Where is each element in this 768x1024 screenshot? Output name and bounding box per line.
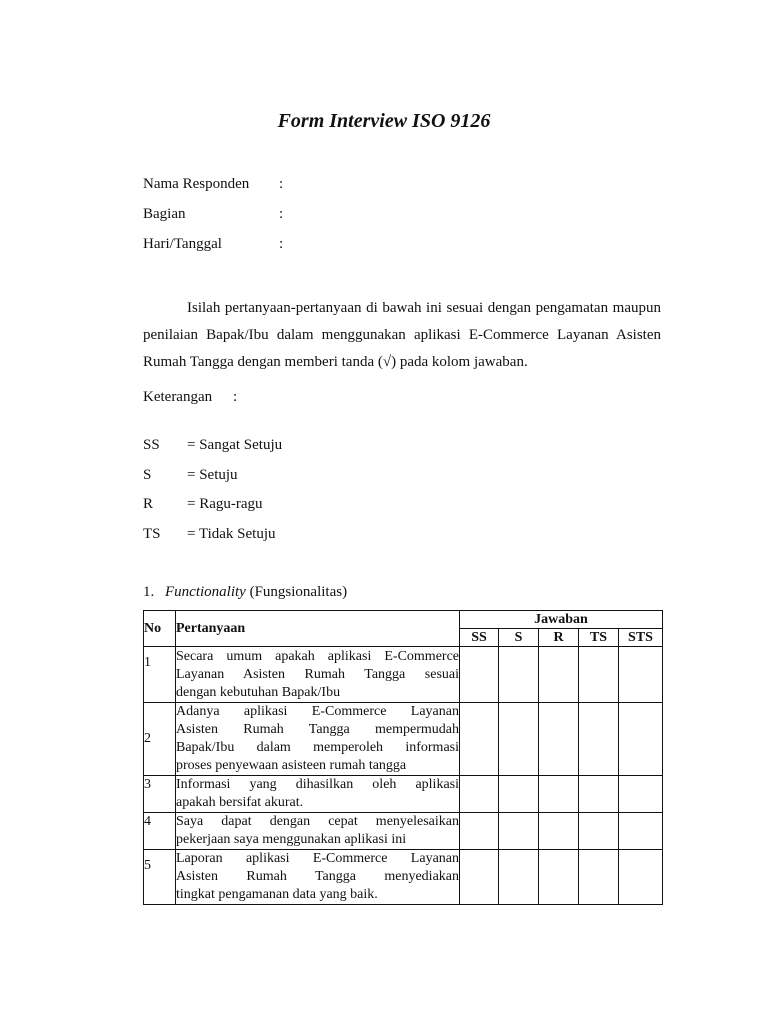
instruction-line: Rumah Tangga dengan memberi tanda (√) pada kolom jawaban.: [143, 354, 528, 370]
answer-cell-s[interactable]: [499, 813, 539, 850]
section-heading: [143, 584, 347, 601]
field-label: Nama Responden: [143, 176, 250, 192]
section-number: 1.: [143, 584, 155, 600]
field-separator: :: [279, 206, 284, 222]
answer-cell-ss[interactable]: [460, 813, 499, 850]
header-jawaban: Jawaban: [460, 611, 663, 629]
header-r: R: [539, 629, 579, 647]
field-bagian: [143, 206, 283, 223]
answer-cell-s[interactable]: [499, 776, 539, 813]
question-line: proses penyewaan asisteen rumah tangga: [176, 758, 407, 773]
question-line: Bapak/Ibu dalam memperoleh informasi: [176, 740, 459, 755]
answer-cell-ss[interactable]: [460, 647, 499, 703]
answer-cell-r[interactable]: [539, 647, 579, 703]
answer-cell-ss[interactable]: [460, 776, 499, 813]
legend-code: TS: [143, 526, 161, 542]
question-line: Laporan aplikasi E-Commerce Layanan: [176, 851, 459, 866]
question-line: Saya dapat dengan cepat menyelesaikan: [176, 814, 459, 829]
field-label: Hari/Tanggal: [143, 236, 222, 252]
question-line: dengan kebutuhan Bapak/Ibu: [176, 684, 341, 700]
keterangan-label: Keterangan: [143, 389, 213, 405]
instruction-line: penilaian Bapak/Ibu dalam menggunakan aplikasi E-Commerce Layanan Asisten: [143, 327, 661, 343]
answer-cell-r[interactable]: [539, 703, 579, 776]
answer-cell-sts[interactable]: [619, 850, 663, 905]
field-nama-responden: [143, 176, 283, 193]
answer-cell-sts[interactable]: [619, 703, 663, 776]
table-row: [144, 647, 663, 703]
header-sts: STS: [619, 629, 663, 647]
answer-cell-s[interactable]: [499, 647, 539, 703]
answer-cell-ts[interactable]: [579, 647, 619, 703]
row-number: 5: [144, 850, 176, 905]
table-row: [144, 850, 663, 905]
table-row: [144, 776, 663, 813]
answer-cell-ts[interactable]: [579, 850, 619, 905]
legend-item: [143, 496, 263, 513]
answer-cell-r[interactable]: [539, 776, 579, 813]
section-title: Functionality: [165, 584, 246, 600]
answer-cell-ts[interactable]: [579, 776, 619, 813]
answer-cell-sts[interactable]: [619, 647, 663, 703]
field-separator: :: [279, 176, 284, 192]
keterangan-heading: [143, 389, 237, 406]
legend-desc: = Tidak Setuju: [187, 526, 276, 542]
section-subtitle: (Fungsionalitas): [249, 584, 348, 600]
legend-code: SS: [143, 437, 160, 453]
answer-cell-ss[interactable]: [460, 850, 499, 905]
answer-cell-s[interactable]: [499, 850, 539, 905]
legend-code: R: [143, 496, 154, 512]
table-row: [144, 703, 663, 776]
instruction-paragraph: [143, 295, 661, 376]
row-number: 3: [144, 776, 176, 813]
legend-desc: = Sangat Setuju: [187, 437, 283, 453]
question-line: Secara umum apakah aplikasi E-Commerce: [176, 648, 459, 664]
answer-cell-r[interactable]: [539, 813, 579, 850]
question-line: tingkat pengamanan data yang baik.: [176, 887, 378, 902]
header-pertanyaan: Pertanyaan: [176, 611, 460, 647]
header-ss: SS: [460, 629, 499, 647]
question-line: apakah bersifat akurat.: [176, 795, 304, 810]
legend-item: [143, 526, 275, 543]
question-line: Asisten Rumah Tangga mempermudah: [176, 722, 459, 737]
question-cell: [176, 647, 460, 703]
question-cell: [176, 703, 460, 776]
question-cell: [176, 813, 460, 850]
answer-cell-r[interactable]: [539, 850, 579, 905]
question-line: pekerjaan saya menggunakan aplikasi ini: [176, 832, 407, 847]
form-title: Form Interview ISO 9126: [277, 110, 491, 132]
row-number: 2: [144, 703, 176, 776]
answer-cell-sts[interactable]: [619, 813, 663, 850]
legend-item: [143, 467, 238, 484]
question-line: Informasi yang dihasilkan oleh aplikasi: [176, 777, 459, 792]
field-label: Bagian: [143, 206, 186, 222]
answer-cell-ts[interactable]: [579, 703, 619, 776]
questionnaire-table: [143, 610, 663, 905]
answer-cell-ss[interactable]: [460, 703, 499, 776]
table-row: [144, 813, 663, 850]
header-s: S: [499, 629, 539, 647]
field-hari-tanggal: [143, 236, 283, 253]
question-cell: [176, 850, 460, 905]
question-line: Asisten Rumah Tangga menyediakan: [176, 869, 459, 884]
answer-cell-sts[interactable]: [619, 776, 663, 813]
answer-cell-ts[interactable]: [579, 813, 619, 850]
question-line: Adanya aplikasi E-Commerce Layanan: [176, 704, 459, 719]
row-number: 4: [144, 813, 176, 850]
keterangan-separator: :: [233, 389, 238, 405]
legend-desc: = Ragu-ragu: [187, 496, 263, 512]
header-ts: TS: [579, 629, 619, 647]
legend-item: [143, 437, 282, 454]
row-number: 1: [144, 647, 176, 703]
instruction-line: Isilah pertanyaan-pertanyaan di bawah ini sesuai dengan pengamatan maupun: [187, 300, 661, 316]
header-no: No: [144, 611, 176, 647]
legend-code: S: [143, 467, 152, 483]
question-line: Layanan Asisten Rumah Tangga sesuai: [176, 666, 459, 682]
question-cell: [176, 776, 460, 813]
field-separator: :: [279, 236, 284, 252]
answer-cell-s[interactable]: [499, 703, 539, 776]
legend-desc: = Setuju: [187, 467, 238, 483]
